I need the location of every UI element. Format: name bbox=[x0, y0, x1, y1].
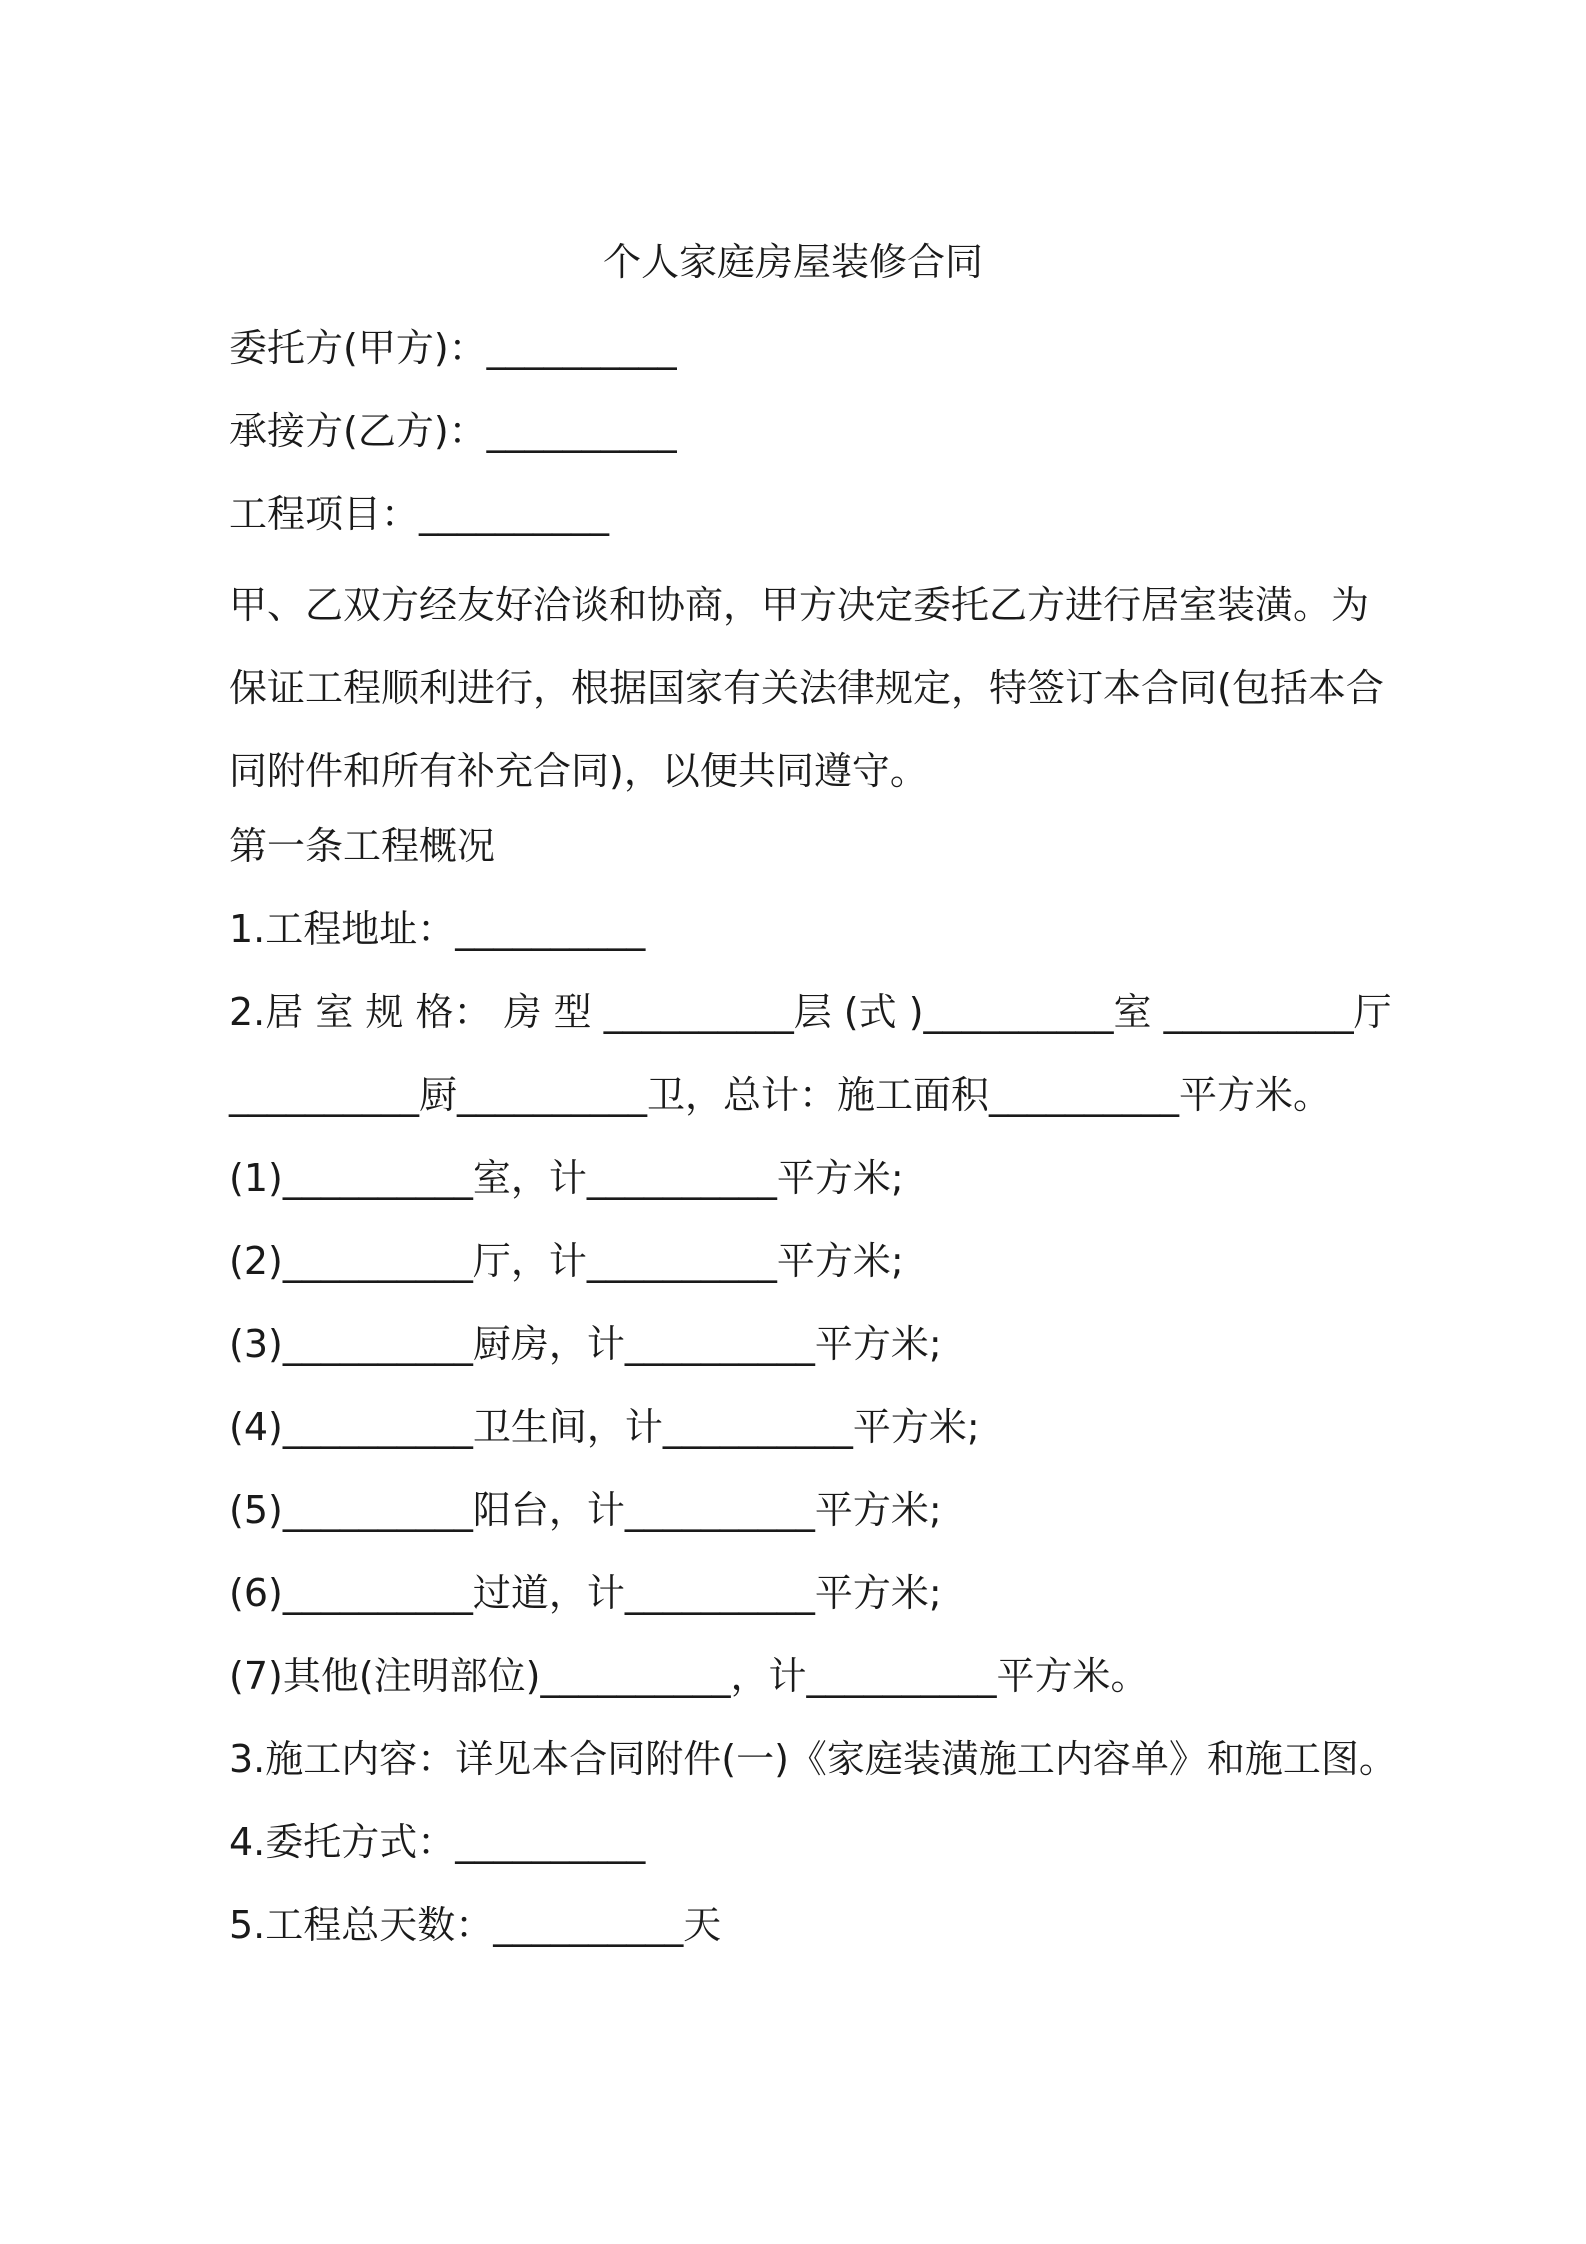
sub-item-4: (4)__________卫生间，计__________平方米; bbox=[229, 1405, 980, 1449]
item5-days: 5.工程总天数：__________天 bbox=[229, 1903, 722, 1947]
sub-item-5: (5)__________阳台，计__________平方米; bbox=[229, 1488, 942, 1532]
sub-item-1: (1)__________室，计__________平方米; bbox=[229, 1156, 904, 1200]
item3-content: 3.施工内容：详见本合同附件(一)《家庭装潢施工内容单》和施工图。 bbox=[229, 1737, 1397, 1781]
sub-item-6: (6)__________过道，计__________平方米; bbox=[229, 1571, 942, 1615]
intro-line: 保证工程顺利进行，根据国家有关法律规定，特签订本合同(包括本合 bbox=[229, 666, 1384, 710]
sub-item-7: (7)其他(注明部位)__________，计__________平方米。 bbox=[229, 1654, 1149, 1698]
sub-item-3: (3)__________厨房，计__________平方米; bbox=[229, 1322, 942, 1366]
project-line: 工程项目：__________ bbox=[229, 492, 610, 536]
item1-address: 1.工程地址：__________ bbox=[229, 907, 646, 951]
document-title: 个人家庭房屋装修合同 bbox=[602, 240, 983, 284]
party-a-line: 委托方(甲方)：__________ bbox=[229, 326, 677, 370]
intro-paragraph bbox=[229, 564, 1384, 813]
party-b-line: 承接方(乙方)：__________ bbox=[229, 409, 677, 453]
item2-specs-line2: __________厨__________卫，总计：施工面积__________平方米。 bbox=[229, 1073, 1332, 1117]
item4-method: 4.委托方式：__________ bbox=[229, 1820, 646, 1864]
item2-specs-line1: 2.居 室 规 格： 房 型 __________层 (式 )__________室 __________厅 bbox=[229, 990, 1392, 1034]
sub-item-2: (2)__________厅，计__________平方米; bbox=[229, 1239, 904, 1283]
intro-line: 甲、乙双方经友好洽谈和协商，甲方决定委托乙方进行居室装潢。为 bbox=[229, 583, 1370, 627]
section1-heading: 第一条工程概况 bbox=[229, 824, 496, 868]
intro-line: 同附件和所有补充合同)，以便共同遵守。 bbox=[229, 749, 928, 793]
